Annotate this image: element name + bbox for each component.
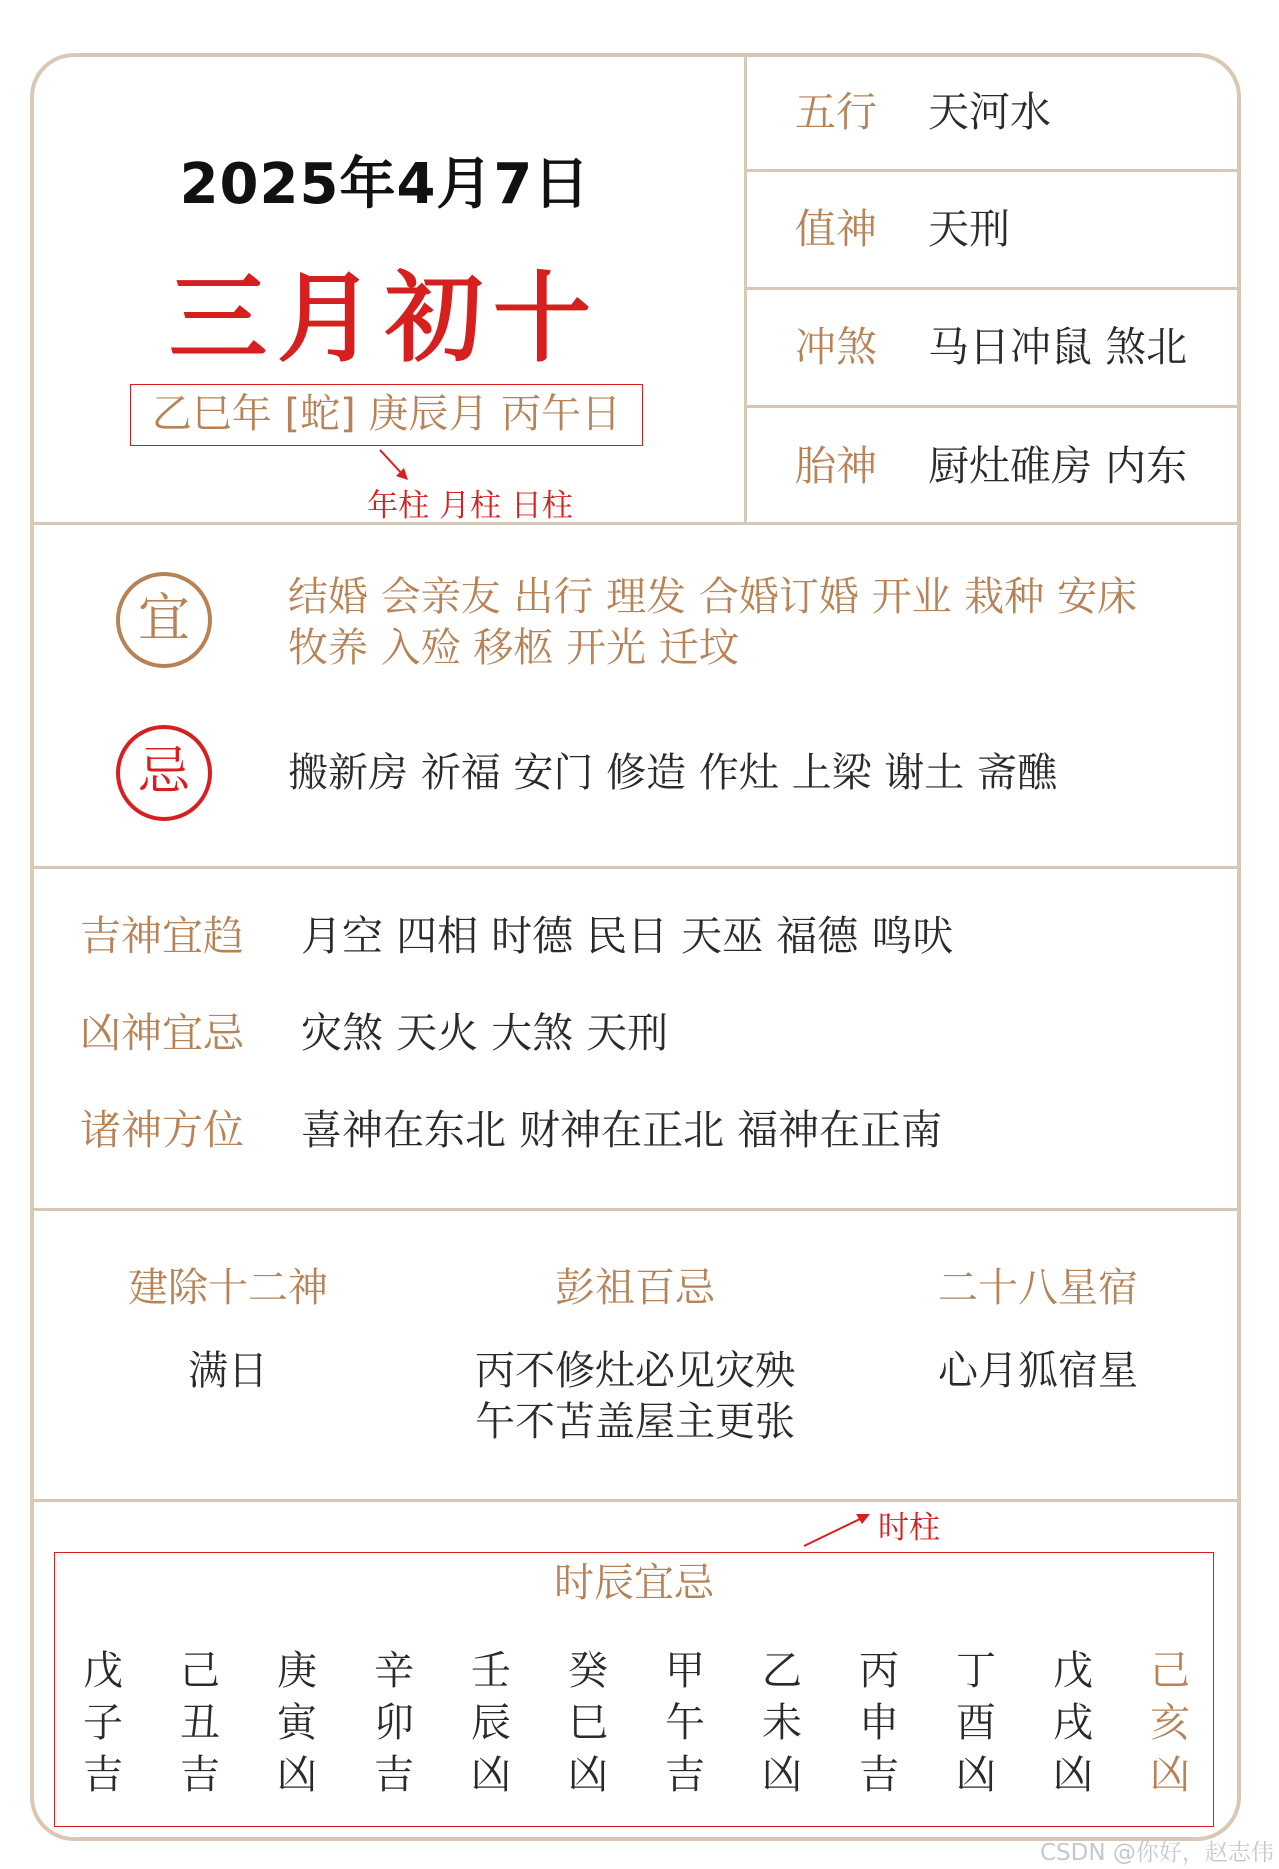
hour-stem: 庚	[277, 1648, 317, 1694]
deity-row-auspicious	[80, 906, 953, 966]
hour-luck: 凶	[956, 1752, 996, 1798]
hour-pillar-annotation: 时柱	[878, 1510, 940, 1546]
column-body	[858, 1346, 1218, 1397]
hour-stem: 丁	[956, 1648, 996, 1694]
hour-branch: 午	[665, 1700, 705, 1746]
deity-key: 凶神宜忌	[80, 1009, 244, 1057]
hour-branch: 子	[83, 1700, 123, 1746]
yi-line: 牧养 入殓 移柩 开光 迁坟	[288, 625, 739, 671]
hour-stem: 己	[180, 1648, 220, 1694]
hour-stem: 戊	[83, 1648, 123, 1694]
hour-luck: 吉	[83, 1752, 123, 1798]
divider	[745, 169, 1239, 172]
hours-title: 时辰宜忌	[554, 1560, 714, 1606]
info-key: 值神	[795, 205, 877, 253]
hour-stem: 癸	[568, 1648, 608, 1694]
hour-luck: 吉	[665, 1752, 705, 1798]
hour-wei	[747, 1645, 817, 1801]
hour-branch: 亥	[1150, 1700, 1190, 1746]
hour-luck: 凶	[1053, 1752, 1093, 1798]
yi-line: 结婚 会亲友 出行 理发 合婚订婚 开业 栽种 安床	[288, 574, 1138, 620]
hour-luck: 凶	[568, 1752, 608, 1798]
hour-luck: 凶	[471, 1752, 511, 1798]
deity-key: 诸神方位	[80, 1106, 244, 1154]
hour-chen	[456, 1645, 526, 1801]
hour-luck: 吉	[374, 1752, 414, 1798]
hour-stem: 壬	[471, 1648, 511, 1694]
column-line: 心月狐宿星	[938, 1348, 1138, 1394]
hour-stem: 甲	[665, 1648, 705, 1694]
lunar-date: 三月初十	[168, 262, 601, 376]
yi-activities	[288, 572, 1208, 674]
yi-badge: 宜	[116, 572, 212, 668]
divider	[745, 287, 1239, 290]
deity-value: 喜神在东北 财神在正北 福神在正南	[301, 1106, 943, 1154]
hour-branch: 戌	[1053, 1700, 1093, 1746]
column-jianchu	[48, 1260, 408, 1397]
info-row-taishen	[795, 436, 1187, 496]
hour-branch: 丑	[180, 1700, 220, 1746]
hour-stem: 丙	[859, 1648, 899, 1694]
info-key: 五行	[795, 88, 877, 136]
hour-you	[941, 1645, 1011, 1801]
hour-stem: 乙	[762, 1648, 802, 1694]
column-pengzu	[455, 1260, 815, 1448]
info-row-wuxing	[795, 82, 1051, 142]
info-key: 胎神	[795, 442, 877, 490]
hour-chou	[165, 1645, 235, 1801]
hour-branch: 酉	[956, 1700, 996, 1746]
hour-hai-current	[1135, 1645, 1205, 1801]
divider	[32, 1208, 1239, 1211]
hour-branch: 寅	[277, 1700, 317, 1746]
info-value: 马日冲鼠 煞北	[928, 323, 1188, 371]
info-value: 天河水	[928, 88, 1052, 136]
column-title: 建除十二神	[128, 1265, 328, 1311]
deity-key: 吉神宜趋	[80, 912, 244, 960]
info-value: 天刑	[928, 205, 1011, 253]
column-xingsu	[858, 1260, 1218, 1397]
hour-branch: 巳	[568, 1700, 608, 1746]
hour-si	[553, 1645, 623, 1801]
column-title: 二十八星宿	[938, 1265, 1138, 1311]
column-line: 满日	[188, 1348, 268, 1394]
hour-xu	[1038, 1645, 1108, 1801]
hour-stem: 辛	[374, 1648, 414, 1694]
column-line: 午不苫盖屋主更张	[475, 1399, 795, 1445]
info-key: 冲煞	[795, 323, 877, 371]
hour-branch: 申	[859, 1700, 899, 1746]
column-body	[48, 1346, 408, 1397]
hour-mao	[359, 1645, 429, 1801]
pillar-annotation: 年柱 月柱 日柱	[367, 488, 573, 524]
hour-stem: 戊	[1053, 1648, 1093, 1694]
divider	[745, 405, 1239, 408]
ji-activities: 搬新房 祈福 安门 修造 作灶 上梁 谢土 斋醮	[288, 750, 1058, 796]
info-row-zhishen	[795, 199, 1010, 259]
hour-zi	[68, 1645, 138, 1801]
solar-date: 2025年4月7日	[179, 152, 591, 217]
hour-wu	[650, 1645, 720, 1801]
deity-row-directions	[80, 1100, 942, 1160]
hour-branch: 辰	[471, 1700, 511, 1746]
info-value: 厨灶碓房 内东	[928, 442, 1188, 490]
hour-luck: 吉	[180, 1752, 220, 1798]
divider	[32, 866, 1239, 869]
watermark: CSDN @你好，赵志伟	[1040, 1840, 1274, 1866]
column-line: 丙不修灶必见灾殃	[475, 1348, 795, 1394]
ji-badge: 忌	[116, 725, 212, 821]
deity-row-inauspicious	[80, 1003, 668, 1063]
column-body	[455, 1346, 815, 1448]
hour-branch: 卯	[374, 1700, 414, 1746]
column-title: 彭祖百忌	[555, 1265, 715, 1311]
arrow-icon	[800, 1508, 880, 1550]
hour-luck: 凶	[1150, 1752, 1190, 1798]
hour-luck: 吉	[859, 1752, 899, 1798]
hour-stem: 己	[1150, 1648, 1190, 1694]
ganzhi-pillars: 乙巳年 [蛇] 庚辰月 丙午日	[130, 384, 643, 446]
divider	[32, 1499, 1239, 1502]
hour-yin	[262, 1645, 332, 1801]
hour-shen	[844, 1645, 914, 1801]
divider	[32, 522, 1239, 525]
deity-value: 灾煞 天火 大煞 天刑	[301, 1009, 669, 1057]
hour-luck: 凶	[762, 1752, 802, 1798]
deity-value: 月空 四相 时德 民日 天巫 福德 鸣吠	[301, 912, 954, 960]
hour-luck: 凶	[277, 1752, 317, 1798]
info-row-chongsha	[795, 317, 1187, 377]
hour-branch: 未	[762, 1700, 802, 1746]
